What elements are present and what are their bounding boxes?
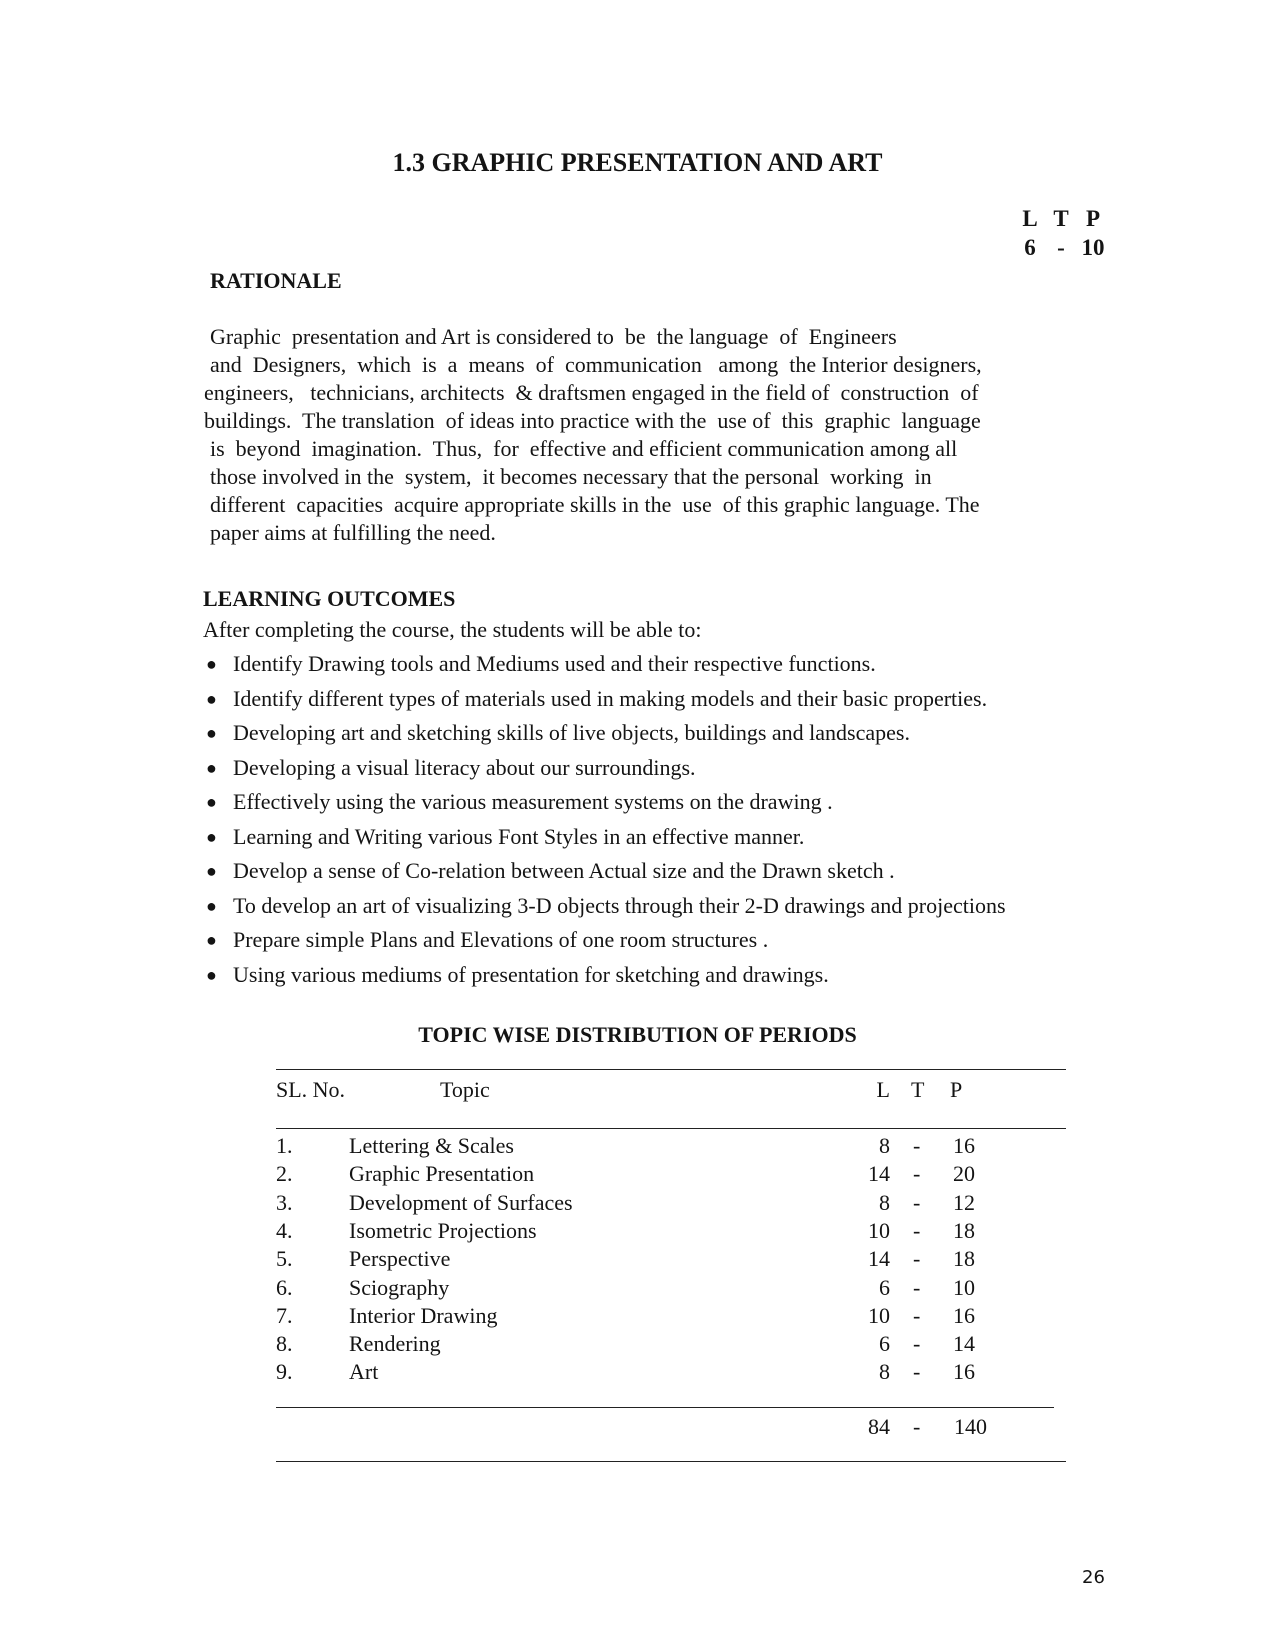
table-rule-top: [276, 1069, 1066, 1070]
ltp-label-p: P: [1085, 206, 1101, 231]
table-rule-header: [276, 1128, 1066, 1129]
bullet-icon: ●: [206, 723, 217, 743]
row-sl: 6.: [276, 1275, 293, 1300]
row-l: 8: [879, 1190, 890, 1215]
ltp-labels: [1018, 206, 1118, 234]
row-t: -: [913, 1161, 921, 1186]
table-title: TOPIC WISE DISTRIBUTION OF PERIODS: [418, 1022, 857, 1047]
row-sl: 8.: [276, 1331, 293, 1356]
row-p: 14: [953, 1331, 975, 1356]
row-t: -: [913, 1218, 921, 1243]
row-l: 8: [879, 1359, 890, 1384]
rationale-line: paper aims at fulfilling the need.: [210, 520, 496, 545]
row-p: 16: [953, 1359, 975, 1384]
row-p: 10: [953, 1275, 975, 1300]
row-topic: Graphic Presentation: [349, 1161, 535, 1186]
bullet-icon: ●: [206, 792, 217, 812]
row-l: 8: [879, 1133, 890, 1158]
row-p: 16: [953, 1133, 975, 1158]
page-title: 1.3 GRAPHIC PRESENTATION AND ART: [392, 148, 883, 177]
row-l: 14: [868, 1246, 890, 1271]
row-sl: 2.: [276, 1161, 293, 1186]
header-p: P: [950, 1077, 963, 1102]
rationale-line: buildings. The translation of ideas into practice with the use of this graphic language: [204, 408, 981, 433]
row-topic: Sciography: [349, 1275, 450, 1300]
row-topic: Lettering & Scales: [349, 1133, 514, 1158]
row-t: -: [913, 1190, 921, 1215]
row-t: -: [913, 1246, 921, 1271]
row-sl: 4.: [276, 1218, 293, 1243]
rationale-heading: RATIONALE: [210, 268, 342, 293]
rationale-line: is beyond imagination. Thus, for effective and efficient communication among all: [210, 436, 958, 461]
row-sl: 5.: [276, 1246, 293, 1271]
total-t: -: [913, 1414, 921, 1439]
rationale-line: Graphic presentation and Art is considered to be the language of Engineers: [210, 324, 897, 349]
row-t: -: [913, 1331, 921, 1356]
row-l: 6: [879, 1331, 890, 1356]
header-topic: Topic: [440, 1077, 490, 1102]
bullet-icon: ●: [206, 930, 217, 950]
row-t: -: [913, 1133, 921, 1158]
row-l: 10: [868, 1218, 890, 1243]
bullet-icon: ●: [206, 965, 217, 985]
learning-outcomes-intro: After completing the course, the students will be able to:: [203, 617, 702, 642]
row-topic: Development of Surfaces: [349, 1190, 573, 1215]
header-t: T: [911, 1077, 925, 1102]
row-sl: 9.: [276, 1359, 293, 1384]
learning-outcomes-heading: LEARNING OUTCOMES: [203, 586, 456, 611]
row-sl: 7.: [276, 1303, 293, 1328]
rationale-line: different capacities acquire appropriate skills in the use of this graphic language. The: [210, 492, 980, 517]
ltp-label-t: T: [1053, 206, 1069, 231]
total-l: 84: [868, 1414, 890, 1439]
row-topic: Isometric Projections: [349, 1218, 537, 1243]
ltp-value-p: 10: [1081, 235, 1105, 260]
row-topic: Perspective: [349, 1246, 451, 1271]
bullet-icon: ●: [206, 896, 217, 916]
row-l: 6: [879, 1275, 890, 1300]
bullet-icon: ●: [206, 758, 217, 778]
row-sl: 1.: [276, 1133, 293, 1158]
header-sl-no: SL. No.: [276, 1077, 346, 1102]
bullet-icon: ●: [206, 654, 217, 674]
row-topic: Interior Drawing: [349, 1303, 498, 1328]
row-topic: Rendering: [349, 1331, 441, 1356]
rationale-line: and Designers, which is a means of communication among the Interior designers,: [210, 352, 982, 377]
ltp-label-l: L: [1022, 206, 1038, 231]
page-number: 26: [1082, 1567, 1105, 1588]
row-p: 12: [953, 1190, 975, 1215]
ltp-value-l: 6: [1024, 235, 1036, 260]
row-l: 14: [868, 1161, 890, 1186]
rationale-line: those involved in the system, it becomes necessary that the personal working in: [210, 464, 932, 489]
header-l: L: [876, 1077, 890, 1102]
row-p: 16: [953, 1303, 975, 1328]
row-p: 20: [953, 1161, 975, 1186]
bullet-icon: ●: [206, 689, 217, 709]
row-sl: 3.: [276, 1190, 293, 1215]
table-rule-bottom: [276, 1461, 1066, 1462]
row-p: 18: [953, 1246, 975, 1271]
total-p: 140: [954, 1414, 987, 1439]
row-t: -: [913, 1359, 921, 1384]
rationale-line: engineers, technicians, architects & draftsmen engaged in the field of construction of: [204, 380, 979, 405]
row-t: -: [913, 1303, 921, 1328]
row-p: 18: [953, 1218, 975, 1243]
ltp-values: [1018, 235, 1118, 263]
bullet-icon: ●: [206, 861, 217, 881]
row-topic: Art: [349, 1359, 379, 1384]
row-l: 10: [868, 1303, 890, 1328]
table-rule-total: [276, 1407, 1054, 1408]
ltp-value-t: -: [1057, 235, 1065, 260]
row-t: -: [913, 1275, 921, 1300]
bullet-icon: ●: [206, 827, 217, 847]
